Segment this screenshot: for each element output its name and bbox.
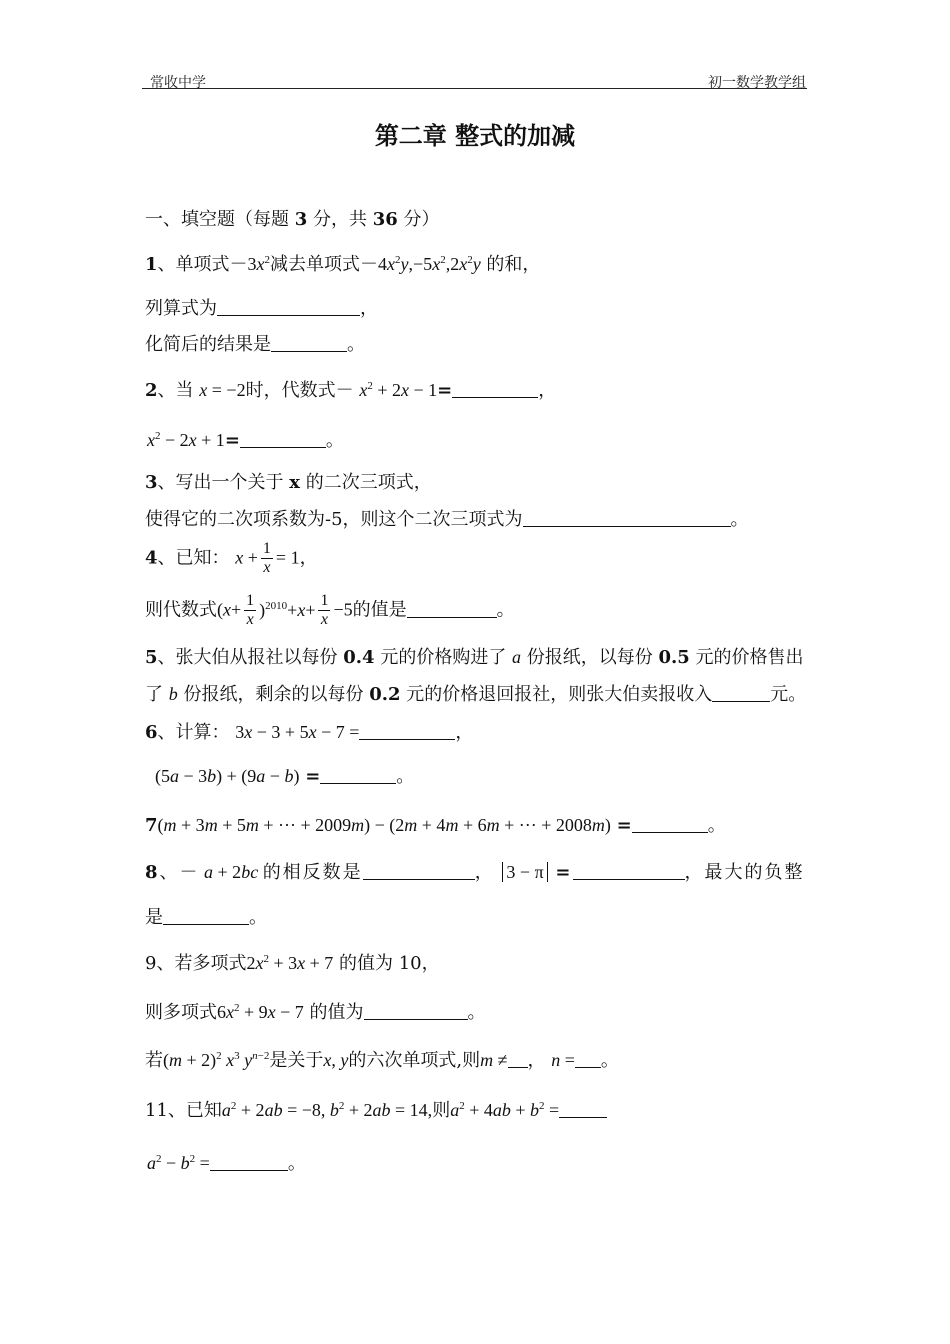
header-divider [142, 88, 807, 89]
question-3: 3、写出一个关于 x 的二次三项式， [145, 472, 432, 493]
answer-blank[interactable] [452, 379, 538, 398]
question-1-result: 化简后的结果是 。 [145, 334, 365, 355]
question-5-part2: 了 b 份报纸，剩余的以每份 0.2 元的价格退回报社，则张大伯卖报收入 元。 [145, 684, 807, 705]
answer-blank[interactable] [240, 429, 326, 448]
page-title: 第二章 整式的加减 [374, 122, 576, 150]
answer-blank[interactable] [712, 683, 770, 702]
answer-blank[interactable] [559, 1099, 607, 1118]
answer-blank[interactable] [210, 1152, 288, 1171]
question-3-part2: 使得它的二次项系数为-5，则这个二次三项式为 。 [145, 509, 749, 530]
question-9: 9、若多项式$2x^2 + 3x + 7$ 的值为 10， [145, 953, 440, 974]
question-2-part2: $x^2 - 2x + 1=$ 。 [147, 430, 344, 451]
answer-blank[interactable] [523, 508, 731, 527]
answer-blank[interactable] [363, 861, 475, 880]
question-11-part2: $a^2 - b^2$ = 。 [147, 1153, 306, 1174]
question-1: 1、单项式$-3x^2$减去单项式$-4x^2y,-5x^2,2x^2y$ 的和， [145, 254, 541, 275]
answer-blank[interactable] [320, 765, 396, 784]
question-8-part2: 是 。 [145, 907, 267, 928]
question-7: 7(m + 3m + 5m + ··· + 2009m) − (2m + 4m + 6m + ··· + 2008m) = 。 [145, 815, 726, 836]
answer-blank[interactable] [163, 906, 249, 925]
answer-blank[interactable] [407, 599, 497, 618]
question-11: 11、已知$a^2 + 2ab = -8$, $b^2 + 2ab = 14$,则$a^2 + 4ab + b^2$ = [145, 1098, 607, 1123]
answer-blank[interactable] [575, 1049, 601, 1068]
answer-blank[interactable] [364, 1001, 468, 1020]
question-6: 6、计算： 3x − 3 + 5x − 7 = ， [145, 722, 474, 743]
header-group: 初一数学教学组 [708, 75, 806, 91]
answer-blank[interactable] [508, 1049, 528, 1068]
answer-blank[interactable] [573, 861, 685, 880]
question-5: 5、张大伯从报社以每份 0.4 元的价格购进了 a 份报纸，以每份 0.5 元的价格售出 [145, 647, 804, 668]
question-4-part2: 则代数式(x+ $\frac{1}{x}$ )$^{2010}$+x+ $\frac{1}{x}$ −5的值是 。 [145, 592, 515, 628]
question-2: 2、当 x = −2时，代数式－ $x^2 + 2x - 1=$ ， [145, 380, 557, 401]
question-9-part2: 则多项式$6x^2 + 9x - 7$ 的值为 。 [145, 1002, 486, 1023]
question-6-part2: (5a − 3b) + (9a − b) = 。 [155, 766, 415, 787]
header-school: 常收中学 [150, 75, 206, 91]
answer-blank[interactable] [632, 814, 708, 833]
answer-blank[interactable] [359, 721, 455, 740]
answer-blank[interactable] [217, 297, 360, 316]
answer-blank[interactable] [271, 333, 347, 352]
question-4: 4、已知： x + $\frac{1}{x}$ = 1， [145, 540, 318, 576]
section-heading: 一、填空题（每题 3 分，共 36 分） [145, 209, 440, 230]
question-1-expr: 列算式为 ， [145, 298, 378, 319]
question-10: 若$(m + 2)^2$ $x^3$ $y^{n-2}$是关于x, y的六次单项式,则m ≠ ， n = 。 [145, 1050, 619, 1071]
question-8: 8、－ a + 2bc 的相反数是 ， 3 − π = ，最大的负整 [145, 862, 805, 883]
